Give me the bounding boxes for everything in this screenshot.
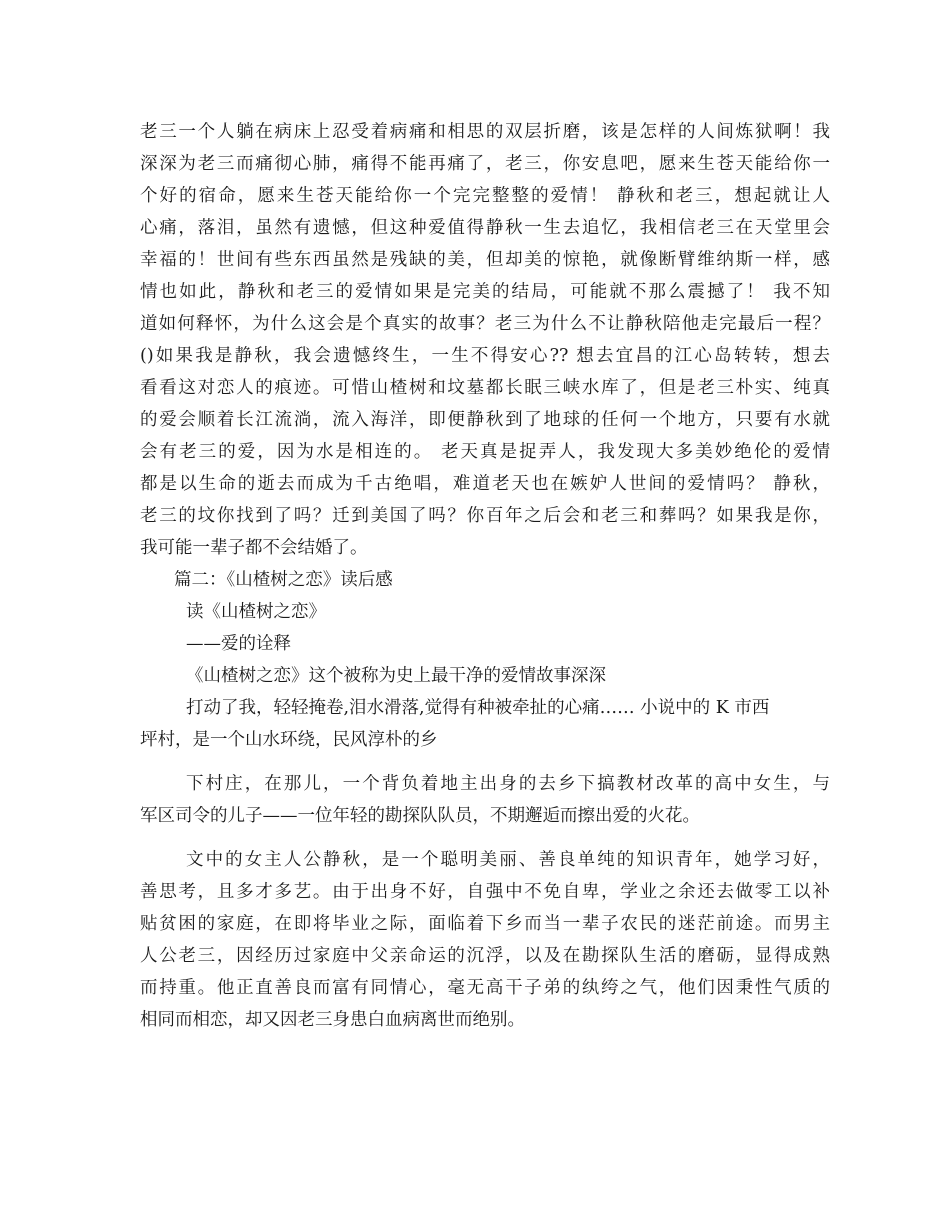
- text-line: 善思考，且多才多艺。由于出身不好，自强中不免自卑，学业之余还去做零工以补: [140, 882, 830, 902]
- text-line: 而持重。他正直善良而富有同情心，毫无高干子弟的纨绔之气，他们因秉性气质的: [140, 978, 830, 998]
- text-line: 个好的宿命，愿来生苍天能给你一个完完整整的爱情！ 静秋和老三，想起就让人: [140, 186, 830, 206]
- text-line: 深深为老三而痛彻心肺，痛得不能再痛了，老三，你安息吧，愿来生苍天能给你一: [140, 154, 830, 174]
- text-line: 坪村，是一个山水环绕，民风淳朴的乡: [140, 730, 438, 750]
- text-line: 会有老三的爱，因为水是相连的。 老天真是捉弄人，我发现大多美妙绝伦的爱情: [140, 442, 830, 462]
- text-line: 军区司令的儿子——一位年轻的勘探队队员，不期邂逅而擦出爱的火花。: [140, 806, 700, 826]
- text-line: 文中的女主人公静秋，是一个聪明美丽、善良单纯的知识青年，她学习好，: [186, 850, 830, 870]
- document-body: [140, 116, 830, 1036]
- paragraph-opening: [140, 692, 830, 756]
- section-heading: 篇二：《山楂树之恋》读后感: [174, 570, 393, 590]
- article-title: 读《山楂树之恋》: [186, 602, 326, 622]
- text-line: 贴贫困的家庭，在即将毕业之际，面临着下乡而当一辈子农民的迷茫前途。而男主: [140, 914, 830, 934]
- text-line: 老三的坟你找到了吗？迁到美国了吗？你百年之后会和老三和葬吗？如果我是你，: [140, 506, 830, 526]
- text-line: 人公老三，因经历过家庭中父亲命运的沉浮，以及在勘探队生活的磨砺，显得成熟: [140, 946, 830, 966]
- text-line: 老三一个人躺在病床上忍受着病痛和相思的双层折磨，该是怎样的人间炼狱啊！我: [140, 122, 830, 142]
- text-line: 相同而相恋，却又因老三身患白血病离世而绝别。: [140, 1010, 525, 1030]
- text-line: 的爱会顺着长江流淌，流入海洋，即便静秋到了地球的任何一个地方，只要有水就: [140, 410, 830, 430]
- text-line: 我可能一辈子都不会结婚了。: [140, 538, 368, 558]
- text-line: 下村庄，在那儿，一个背负着地主出身的去乡下搞教材改革的高中女生，与: [186, 774, 830, 794]
- intro-line: 《山楂树之恋》这个被称为史上最干净的爱情故事深深: [186, 666, 606, 686]
- text-line: 都是以生命的逝去而成为千古绝唱，难道老天也在嫉妒人世间的爱情吗？ 静秋，: [140, 474, 830, 494]
- text-line: 心痛，落泪，虽然有遗憾，但这种爱值得静秋一生去追忆，我相信老三在天堂里会: [140, 218, 830, 238]
- text-line: 看看这对恋人的痕迹。可惜山楂树和坟墓都长眠三峡水库了，但是老三朴实、纯真: [140, 378, 830, 398]
- text-line: 道如何释怀，为什么这会是个真实的故事？老三为什么不让静秋陪他走完最后一程？: [140, 314, 830, 334]
- text-line: ()如果我是静秋，我会遗憾终生，一生不得安心?? 想去宜昌的江心岛转转，想去: [140, 346, 830, 366]
- paragraph-ending-review-1: [140, 116, 830, 564]
- text-line: 打动了我，轻轻掩卷,泪水滑落,觉得有种被牵扯的心痛…… 小说中的 K 市西: [186, 698, 770, 718]
- text-line: 情也如此，静秋和老三的爱情如果是完美的结局，可能就不那么震撼了！ 我不知: [140, 282, 830, 302]
- paragraph-characters: [140, 844, 830, 1036]
- article-subtitle: ——爱的诠释: [186, 634, 291, 654]
- text-line: 幸福的！世间有些东西虽然是残缺的美，但却美的惊艳，就像断臂维纳斯一样，感: [140, 250, 830, 270]
- paragraph-setting: [140, 768, 830, 832]
